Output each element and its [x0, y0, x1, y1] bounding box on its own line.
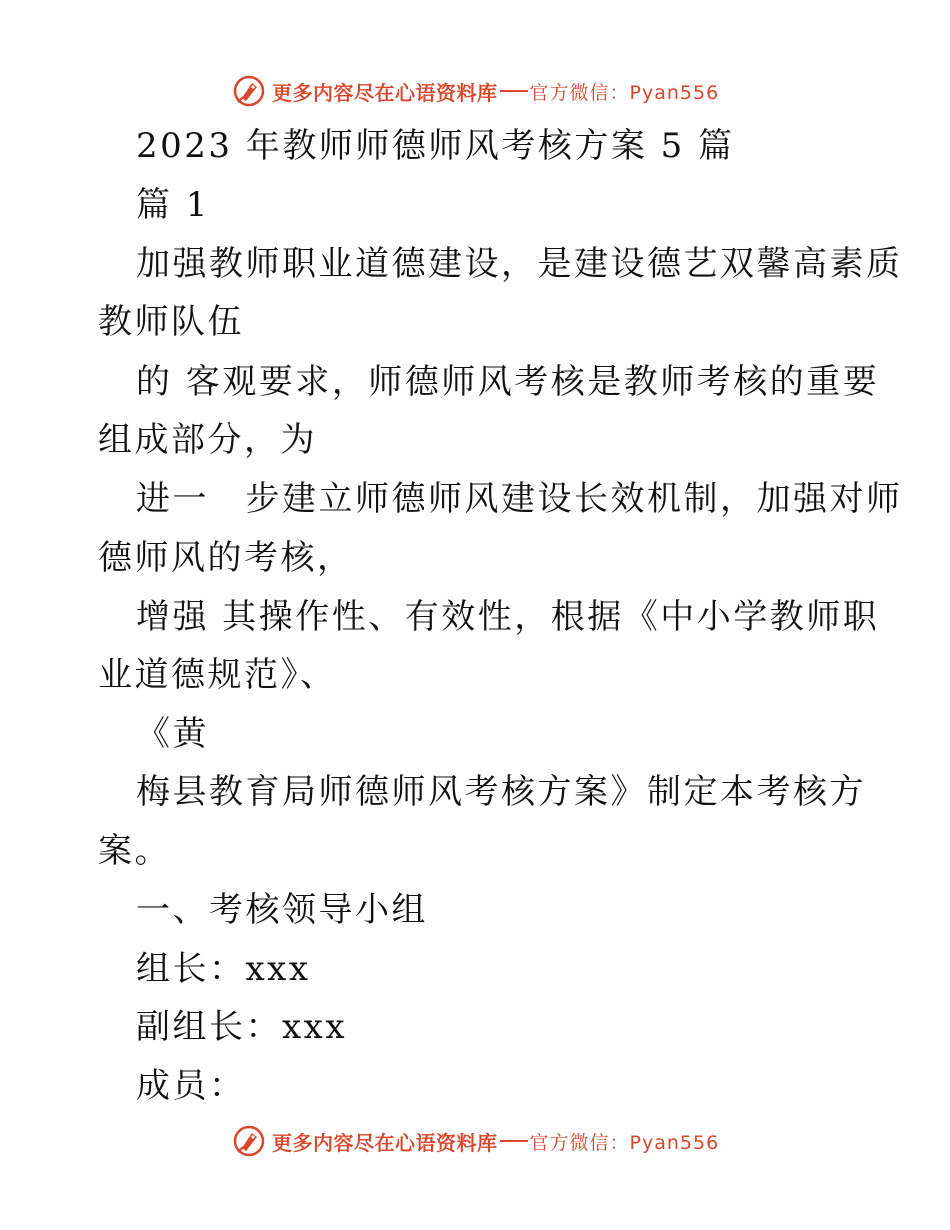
watermark-header	[232, 73, 719, 109]
body-line-1: 加强教师职业道德建设，是建设德艺双馨高素质	[136, 244, 903, 284]
body-line-5: 进一 步建立师德师风建设长效机制，加强对师	[136, 479, 903, 519]
body-line-3: 的 客观要求，师德师风考核是教师考核的重要	[136, 362, 880, 402]
body-line-10: 梅县教育局师德师风考核方案》制定本考核方	[136, 772, 866, 812]
watermark-dash	[500, 1140, 528, 1142]
body-line-9: 《黄	[136, 714, 209, 754]
document-title: 2023 年教师师德师风考核方案 5 篇	[136, 126, 735, 166]
watermark-sub-text: 官方微信：Pyan556	[529, 1131, 720, 1154]
body-line-8: 业道德规范》、	[98, 655, 337, 695]
watermark-sub-text: 官方微信：Pyan556	[529, 81, 720, 104]
pen-nib-logo-icon	[232, 74, 266, 108]
body-line-4: 组成部分，为	[98, 420, 317, 460]
watermark-main-text: 更多内容尽在心语资料库	[272, 80, 498, 105]
section-heading: 一、考核领导小组	[136, 890, 428, 930]
leader-line: 组长：xxx	[136, 949, 311, 989]
part-heading: 篇 1	[136, 185, 210, 225]
body-line-7: 增强 其操作性、有效性，根据《中小学教师职	[136, 597, 880, 637]
body-line-6: 德师风的考核，	[98, 538, 354, 578]
watermark-main-text: 更多内容尽在心语资料库	[272, 1130, 498, 1155]
members-line: 成员：	[136, 1066, 246, 1106]
deputy-leader-line: 副组长：xxx	[136, 1007, 348, 1047]
body-line-2: 教师队伍	[98, 302, 244, 342]
watermark-footer	[232, 1123, 719, 1159]
body-line-11: 案。	[98, 831, 171, 871]
pen-nib-logo-icon	[232, 1124, 266, 1158]
watermark-dash	[500, 90, 528, 92]
